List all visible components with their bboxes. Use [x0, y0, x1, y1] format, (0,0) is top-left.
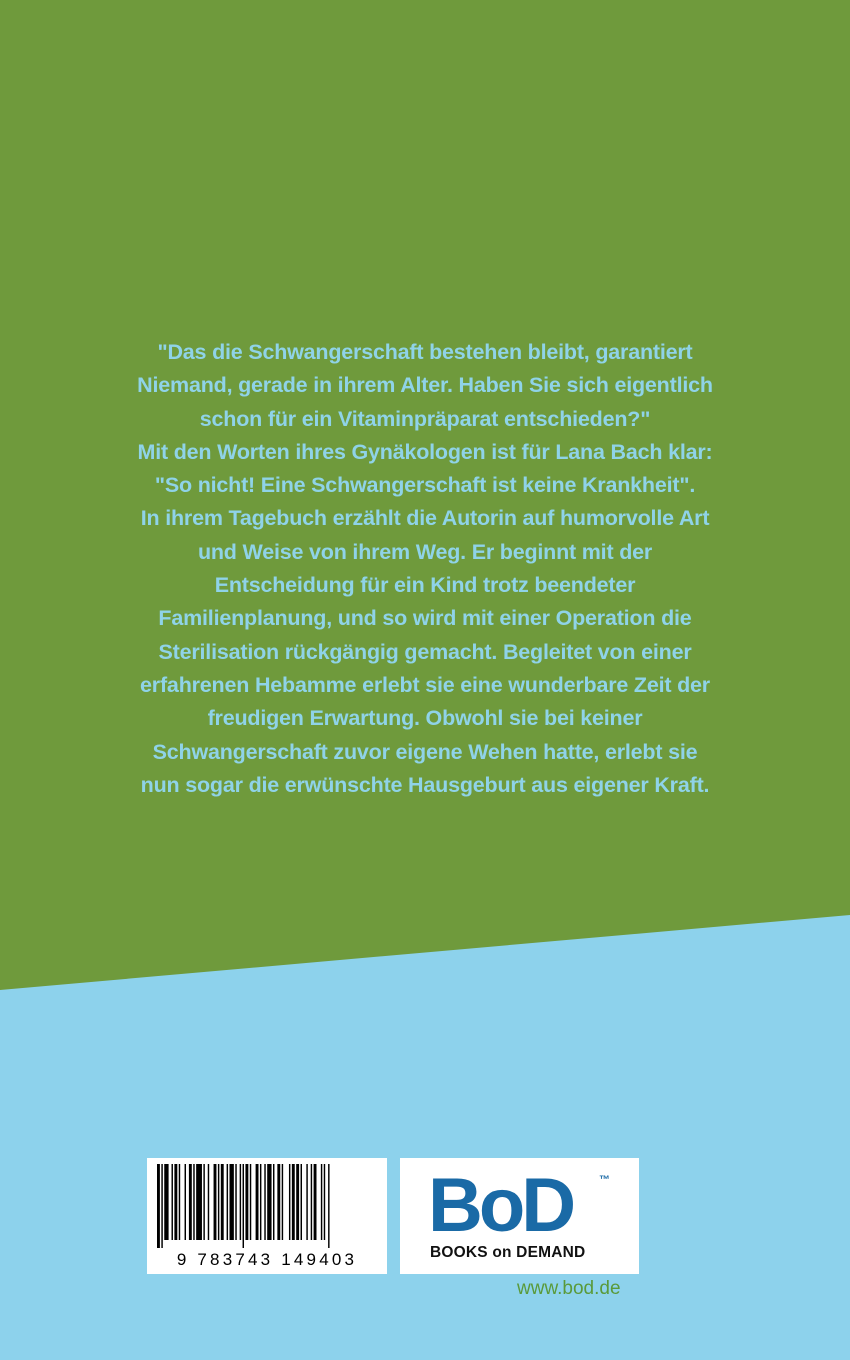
barcode-bar — [245, 1164, 248, 1240]
barcode-bar — [193, 1164, 194, 1240]
barcode-bar — [174, 1164, 177, 1240]
isbn-barcode — [147, 1158, 387, 1274]
barcode-bar — [221, 1164, 224, 1240]
barcode-bar — [260, 1164, 261, 1240]
barcode-bar — [235, 1164, 236, 1240]
barcode-bar — [189, 1164, 192, 1240]
barcode-bar — [240, 1164, 241, 1240]
barcode-bar — [185, 1164, 186, 1240]
barcode-bar — [256, 1164, 259, 1240]
barcode-bar — [161, 1164, 162, 1248]
barcode-bar — [179, 1164, 180, 1240]
barcode-bar — [314, 1164, 317, 1240]
publisher-tagline: BOOKS on DEMAND — [430, 1244, 586, 1261]
barcode-bar — [282, 1164, 283, 1240]
barcode-bar — [289, 1164, 290, 1240]
bod-logo-wordmark: BoD — [428, 1163, 573, 1248]
blurb-line: nun sogar die erwünschte Hausgeburt aus eigener Kraft. — [140, 772, 710, 797]
trademark-symbol: ™ — [599, 1174, 610, 1186]
blurb-line: schon für ein Vitaminpräparat entschieden?" — [199, 406, 651, 431]
barcode-bar — [164, 1164, 168, 1240]
barcode-bar — [250, 1164, 251, 1240]
blurb-line: "So nicht! Eine Schwangerschaft ist keine Krankheit". — [154, 473, 696, 498]
barcode-bar — [172, 1164, 173, 1240]
publisher-url: www.bod.de — [517, 1278, 621, 1299]
barcode-bar — [324, 1164, 325, 1240]
blurb-line: "Das die Schwangerschaft bestehen bleibt, garantiert — [157, 340, 693, 364]
barcode-bar — [321, 1164, 322, 1240]
blurb-line: Sterilisation rückgängig gemacht. Begleitet von einer — [158, 639, 692, 664]
barcode-bar — [196, 1164, 202, 1240]
blurb-line: freudigen Erwartung. Obwohl sie bei keiner — [207, 706, 643, 731]
blurb-line: erfahrenen Hebamme erlebt sie eine wunderbare Zeit der — [140, 672, 710, 697]
barcode-bar — [296, 1164, 299, 1240]
barcode-bar — [311, 1164, 312, 1240]
blurb-line: Entscheidung für ein Kind trotz beendeter — [214, 573, 636, 598]
publisher-logo — [400, 1158, 639, 1274]
blurb-line: Mit den Worten ihres Gynäkologen ist für Lana Bach klar: — [137, 439, 713, 464]
barcode-bar — [157, 1164, 160, 1248]
barcode-bar — [214, 1164, 217, 1240]
barcode-bar — [230, 1164, 234, 1240]
blurb-line: Schwangerschaft zuvor eigene Wehen hatte, erlebt sie — [152, 739, 698, 764]
barcode-bar — [267, 1164, 271, 1240]
barcode-bar — [328, 1164, 329, 1248]
barcode-bar — [218, 1164, 219, 1240]
barcode-bar — [227, 1164, 228, 1240]
barcode-bar — [243, 1164, 244, 1248]
barcode-bar — [264, 1164, 265, 1240]
blurb-line: In ihrem Tagebuch erzählt die Autorin auf humorvolle Art — [140, 506, 710, 531]
barcode-bar — [203, 1164, 204, 1240]
blurb-line: Niemand, gerade in ihrem Alter. Haben Sie sich eigentlich — [137, 373, 713, 398]
blurb-text — [80, 336, 770, 802]
barcode-bar — [292, 1164, 295, 1240]
isbn-digits: 9 783743 149403 — [176, 1250, 358, 1269]
barcode-bar — [301, 1164, 302, 1240]
blurb-line: und Weise von ihrem Weg. Er beginnt mit der — [197, 539, 653, 564]
barcode-bar — [306, 1164, 307, 1240]
barcode-bar — [273, 1164, 274, 1240]
barcode-bar — [277, 1164, 280, 1240]
barcode-icon — [157, 1164, 379, 1248]
blurb-line: Familienplanung, und so wird mit einer Operation die — [158, 606, 692, 631]
barcode-bar — [208, 1164, 209, 1240]
